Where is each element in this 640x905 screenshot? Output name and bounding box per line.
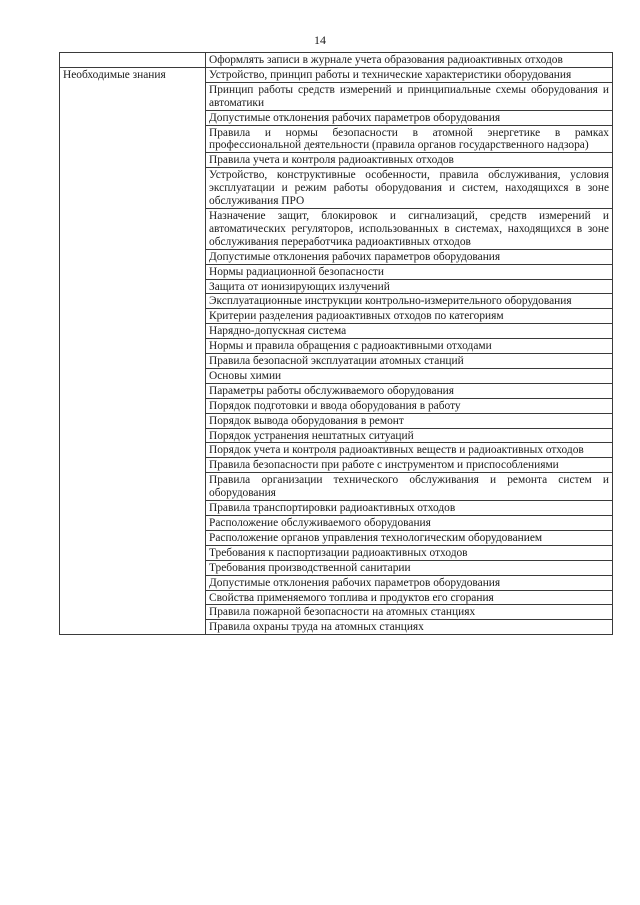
table-cell: Свойства применяемого топлива и продуктов его сгорания <box>206 590 613 605</box>
page-number: 14 <box>314 33 326 47</box>
row-label-empty <box>60 53 206 68</box>
table-cell: Расположение обслуживаемого оборудования <box>206 516 613 531</box>
table-cell: Параметры работы обслуживаемого оборудования <box>206 383 613 398</box>
table-cell: Порядок подготовки и ввода оборудования в работу <box>206 398 613 413</box>
table-cell: Правила охраны труда на атомных станциях <box>206 620 613 635</box>
table-cell: Критерии разделения радиоактивных отходов по категориям <box>206 309 613 324</box>
row-label: Необходимые знания <box>60 67 206 634</box>
table-cell: Правила организации технического обслуживания и ремонта систем и оборудования <box>206 473 613 501</box>
table-cell: Правила и нормы безопасности в атомной энергетике в рамках профессиональной деятельности (правила органов государственного надзора) <box>206 125 613 153</box>
table-cell: Оформлять записи в журнале учета образования радиоактивных отходов <box>206 53 613 68</box>
table-cell: Порядок учета и контроля радиоактивных веществ и радиоактивных отходов <box>206 443 613 458</box>
table-cell: Допустимые отклонения рабочих параметров оборудования <box>206 575 613 590</box>
table-cell: Порядок устранения нештатных ситуаций <box>206 428 613 443</box>
table-cell: Правила учета и контроля радиоактивных отходов <box>206 153 613 168</box>
table-cell: Правила пожарной безопасности на атомных станциях <box>206 605 613 620</box>
table-cell: Расположение органов управления технологическим оборудованием <box>206 530 613 545</box>
table-cell: Нормы радиационной безопасности <box>206 264 613 279</box>
table-cell: Требования производственной санитарии <box>206 560 613 575</box>
table-cell: Правила безопасности при работе с инструментом и приспособлениями <box>206 458 613 473</box>
table-cell: Устройство, конструктивные особенности, правила обслуживания, условия эксплуатации и режим работы оборудования и систем, находящихся в зоне обслуживания ПРО <box>206 168 613 209</box>
table-cell: Правила безопасной эксплуатации атомных станций <box>206 354 613 369</box>
table-body <box>60 53 613 635</box>
table-row <box>60 53 613 68</box>
table-cell: Допустимые отклонения рабочих параметров оборудования <box>206 110 613 125</box>
table-cell: Принцип работы средств измерений и принципиальные схемы оборудования и автоматики <box>206 82 613 110</box>
table-cell: Устройство, принцип работы и технические характеристики оборудования <box>206 67 613 82</box>
table-cell: Требования к паспортизации радиоактивных отходов <box>206 545 613 560</box>
table-cell: Назначение защит, блокировок и сигнализаций, средств измерений и автоматических регуляторов, использованных в системах, находящихся в зоне обслуживания переработчика радиоактивных отходов <box>206 208 613 249</box>
table-cell: Нарядно-допускная система <box>206 324 613 339</box>
table-row <box>60 67 613 82</box>
table-cell: Нормы и правила обращения с радиоактивными отходами <box>206 339 613 354</box>
table-cell: Порядок вывода оборудования в ремонт <box>206 413 613 428</box>
table-cell: Эксплуатационные инструкции контрольно-измерительного оборудования <box>206 294 613 309</box>
table-cell: Допустимые отклонения рабочих параметров оборудования <box>206 249 613 264</box>
table-cell: Защита от ионизирующих излучений <box>206 279 613 294</box>
table-cell: Основы химии <box>206 368 613 383</box>
table-cell: Правила транспортировки радиоактивных отходов <box>206 501 613 516</box>
document-table <box>59 52 613 635</box>
